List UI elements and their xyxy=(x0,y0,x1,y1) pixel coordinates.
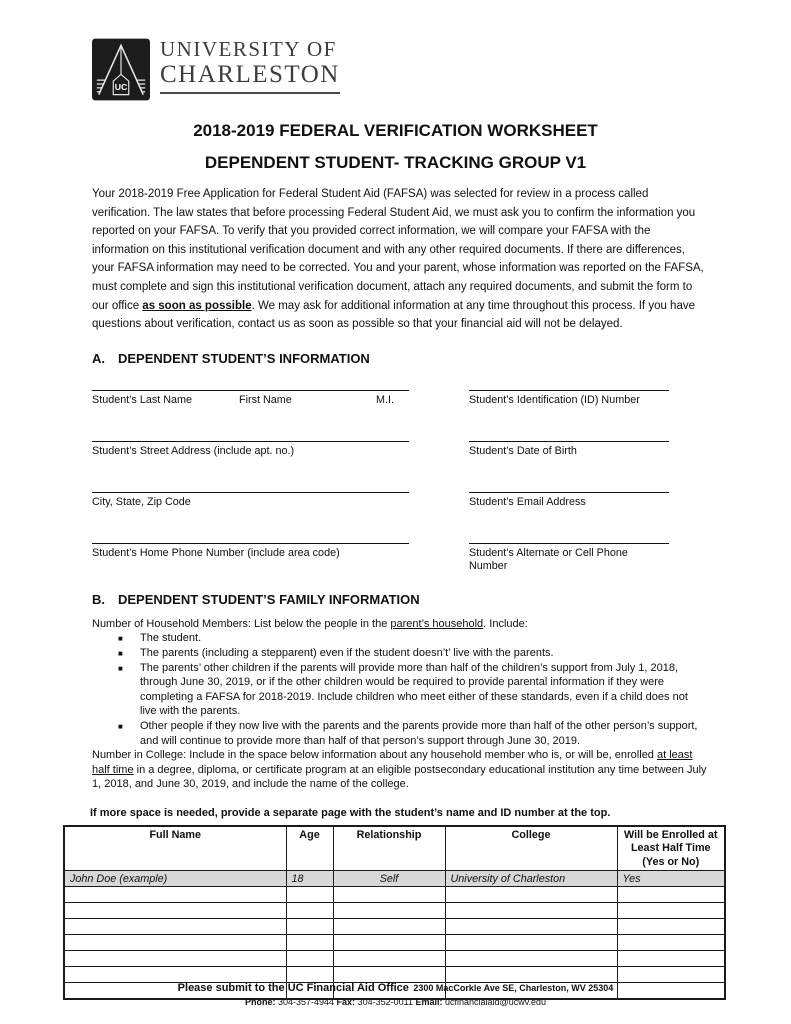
header-relationship: Relationship xyxy=(333,826,445,871)
household-bullet-other-children xyxy=(118,661,707,719)
table-row xyxy=(64,951,725,967)
field-date-of-birth xyxy=(469,441,669,458)
header-enrolled-half-time: Will be Enrolled at Least Half Time (Yes or No) xyxy=(617,826,725,871)
fax-label: Fax: xyxy=(336,997,356,1007)
college-cell[interactable] xyxy=(445,903,617,919)
header-college: College xyxy=(445,826,617,871)
tracking-group-subtitle: DEPENDENT STUDENT- TRACKING GROUP V1 xyxy=(204,153,587,172)
email-label: Student’s Email Address xyxy=(469,495,586,508)
relationship-cell[interactable] xyxy=(333,887,445,903)
verification-intro-paragraph xyxy=(92,185,707,334)
full-name-cell[interactable] xyxy=(64,935,286,951)
household-members-list xyxy=(0,631,707,748)
relationship-cell[interactable] xyxy=(333,951,445,967)
header-age: Age xyxy=(286,826,333,871)
field-row-3 xyxy=(92,492,791,509)
college-cell[interactable] xyxy=(445,951,617,967)
full-name-cell[interactable] xyxy=(64,951,286,967)
table-row xyxy=(64,919,725,935)
field-city-state-zip xyxy=(92,492,409,509)
field-home-phone xyxy=(92,543,409,573)
table-row xyxy=(64,903,725,919)
college-cell[interactable] xyxy=(445,887,617,903)
example-relationship: Self xyxy=(333,871,445,887)
section-b-title: DEPENDENT STUDENT’S FAMILY INFORMATION xyxy=(118,591,420,607)
university-logo xyxy=(92,38,791,101)
bullet-text: The parents’ other children if the parents will provide more than half of the children’s support from July 1, 2018, through June 30, 2019, or if the other children would be required to provide parental information if they were completing a FAFSA for 2018-2019. Include children who meet either of these standards, even if a child does not live with the parents. xyxy=(140,661,688,718)
section-a-title: DEPENDENT STUDENT’S INFORMATION xyxy=(118,350,370,366)
fax-number: 304-352-0011 xyxy=(357,997,413,1007)
age-cell[interactable] xyxy=(286,919,333,935)
field-name xyxy=(92,390,409,407)
wordmark-line1: UNIVERSITY OF xyxy=(160,37,337,61)
intro-emphasis: as soon as possible xyxy=(142,299,252,312)
email-label: Email: xyxy=(415,997,443,1007)
header-full-name: Full Name xyxy=(64,826,286,871)
field-row-4 xyxy=(92,543,791,573)
office-address: 2300 MacCorkle Ave SE, Charleston, WV 25304 xyxy=(413,983,614,993)
table-row xyxy=(64,887,725,903)
field-row-2 xyxy=(92,441,791,458)
household-text-1: Number of Household Members: List below the people in the xyxy=(92,617,391,630)
household-text-2: . Include: xyxy=(483,617,528,630)
first-name-label: First Name xyxy=(239,393,292,406)
phone-number: 304-357-4944 xyxy=(277,997,335,1007)
last-name-label: Student’s Last Name xyxy=(92,393,193,406)
relationship-cell[interactable] xyxy=(333,935,445,951)
field-id-number xyxy=(469,390,669,407)
age-cell[interactable] xyxy=(286,887,333,903)
street-address-label: Student’s Street Address (include apt. no.) xyxy=(92,444,295,457)
example-full-name: John Doe (example) xyxy=(64,871,286,887)
table-row xyxy=(64,935,725,951)
footer-contact-line xyxy=(0,996,791,1009)
relationship-cell[interactable] xyxy=(333,919,445,935)
email-address: ucfinancialaid@ucwv.edu xyxy=(445,997,547,1007)
age-cell[interactable] xyxy=(286,903,333,919)
section-a-heading xyxy=(92,351,791,366)
college-text-2: in a degree, diploma, or certificate program at an eligible postsecondary educational institution any time between July 1, 2018, and June 30, 2019, and include the name of the college. xyxy=(92,763,707,791)
enrolled-cell[interactable] xyxy=(617,903,725,919)
submit-instruction: Please submit to the UC Financial Aid Office xyxy=(177,982,409,994)
household-underline: parent’s household xyxy=(390,617,484,630)
household-bullet-student xyxy=(118,631,707,646)
college-cell[interactable] xyxy=(445,919,617,935)
bullet-square-icon: ■ xyxy=(118,721,123,731)
student-information-fields xyxy=(92,390,791,573)
age-cell[interactable] xyxy=(286,951,333,967)
relationship-cell[interactable] xyxy=(333,903,445,919)
college-text-1: Number in College: Include in the space below information about any household member who is, or will be, enrolled xyxy=(92,749,657,762)
phone-label: Phone: xyxy=(244,997,276,1007)
household-members-table xyxy=(63,825,726,1001)
household-members-intro xyxy=(92,617,707,632)
enrolled-cell[interactable] xyxy=(617,935,725,951)
example-age: 18 xyxy=(286,871,333,887)
full-name-cell[interactable] xyxy=(64,887,286,903)
field-row-1 xyxy=(92,390,791,407)
uc-chapel-logo-icon xyxy=(92,38,150,101)
section-a-letter: A. xyxy=(92,350,105,366)
college-cell[interactable] xyxy=(445,935,617,951)
enrolled-cell[interactable] xyxy=(617,951,725,967)
bullet-square-icon: ■ xyxy=(118,663,123,673)
full-name-cell[interactable] xyxy=(64,919,286,935)
middle-initial-label: M.I. xyxy=(376,393,394,406)
field-alt-phone xyxy=(469,543,669,573)
intro-text-1: Your 2018-2019 Free Application for Federal Student Aid (FAFSA) was selected for review in a process called verification. The law states that before processing Federal Student Aid, we must ask you to confirm the information you reported on your FAFSA. To verify that you provided correct information, we will compare your FAFSA with the information on this institutional verification document and with any other required documents. If there are differences, your FAFSA information may need to be corrected. You and your parent, whose information was reported on the FAFSA, must complete and sign this institutional verification document, attach any required documents, and submit the form to our office xyxy=(92,188,704,312)
field-email xyxy=(469,492,669,509)
household-bullet-parents xyxy=(118,646,707,661)
full-name-cell[interactable] xyxy=(64,903,286,919)
section-b-letter: B. xyxy=(92,591,105,607)
alt-phone-label: Student’s Alternate or Cell Phone Number xyxy=(469,546,628,572)
table-header-row xyxy=(64,826,725,871)
id-number-label: Student’s Identification (ID) Number xyxy=(469,393,640,406)
university-wordmark xyxy=(160,38,340,94)
example-enrolled: Yes xyxy=(617,871,725,887)
section-b-heading xyxy=(92,592,791,607)
bullet-text: The student. xyxy=(140,632,202,645)
example-college: University of Charleston xyxy=(445,871,617,887)
bullet-square-icon: ■ xyxy=(118,634,123,644)
date-of-birth-label: Student’s Date of Birth xyxy=(469,444,577,457)
name-labels xyxy=(92,394,409,407)
city-state-zip-label: City, State, Zip Code xyxy=(92,495,191,508)
worksheet-title: 2018-2019 FEDERAL VERIFICATION WORKSHEET xyxy=(193,121,598,140)
college-underline: at least half time xyxy=(92,749,693,776)
number-in-college-paragraph xyxy=(92,748,707,792)
footer-submit-line xyxy=(0,980,791,995)
age-cell[interactable] xyxy=(286,935,333,951)
wordmark-line2: CHARLESTON xyxy=(160,61,340,88)
enrolled-cell[interactable] xyxy=(617,887,725,903)
field-street-address xyxy=(92,441,409,458)
bullet-text: Other people if they now live with the parents and the parents provide more than half of the other person’s support, and will continue to provide more than half of that person’s support through June 30, 2019. xyxy=(140,719,698,747)
uc-monogram: UC xyxy=(114,81,128,92)
bullet-square-icon: ■ xyxy=(118,648,123,658)
intro-text-2: . We may ask for additional information at any time throughout this process. If you have questions about verification, contact us as soon as possible so that your financial aid will not be delayed. xyxy=(92,299,695,331)
example-row xyxy=(64,871,725,887)
document-titles xyxy=(0,121,791,173)
home-phone-label: Student’s Home Phone Number (include area code) xyxy=(92,546,340,559)
more-space-note: If more space is needed, provide a separate page with the student’s name and ID number at the top. xyxy=(90,806,611,819)
footer xyxy=(0,980,791,1009)
bullet-text: The parents (including a stepparent) even if the student doesn’t’ live with the parents. xyxy=(140,646,554,659)
household-bullet-other-people xyxy=(118,719,707,748)
enrolled-cell[interactable] xyxy=(617,919,725,935)
